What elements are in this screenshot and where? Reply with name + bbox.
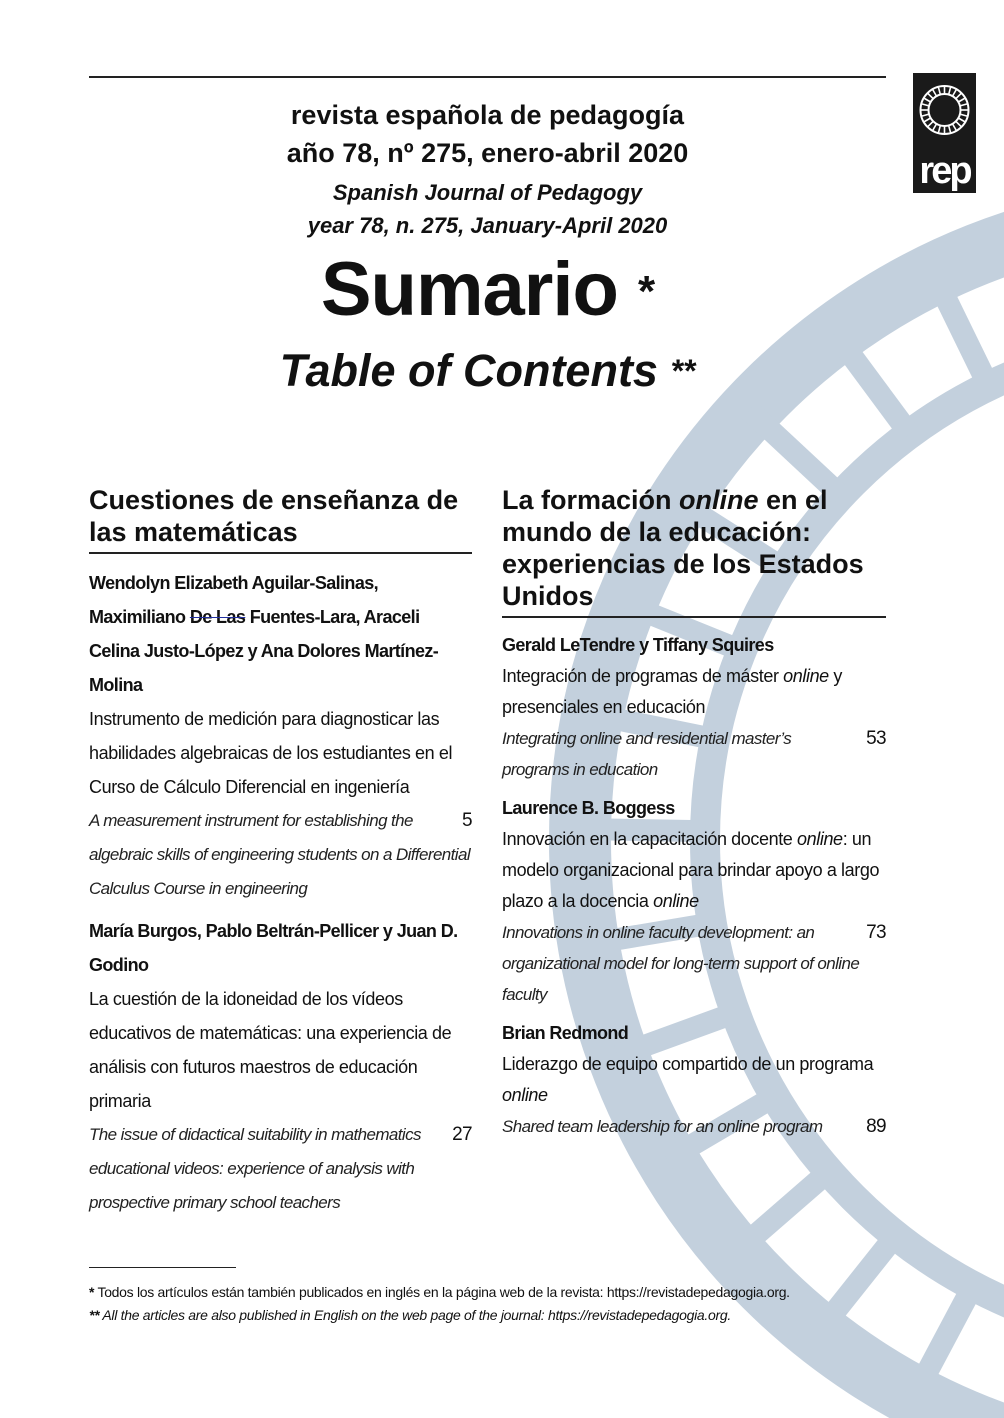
top-rule — [89, 76, 886, 78]
logo-spoke — [953, 124, 957, 131]
logo-spoke — [953, 89, 957, 96]
entry-page: 73 — [866, 922, 886, 943]
entry-authors: Gerald LeTendre y Tiffany Squires — [502, 635, 774, 655]
logo-spoke — [956, 121, 962, 127]
entry-title-es: Liderazgo de equipo compartido de un programa online — [502, 1054, 874, 1105]
entry-title-es: Innovación en la capacitación docente online: un modelo organizacional para brindar apoyo a largo plazo a la docencia online — [502, 829, 880, 911]
entry-page: 89 — [866, 1116, 886, 1137]
entry-title-es: La cuestión de la idoneidad de los vídeos educativos de matemáticas: una experiencia de análisis con futuros maestros de educación primaria — [89, 989, 452, 1111]
left-section — [89, 484, 472, 1228]
entry-authors: Laurence B. Boggess — [502, 798, 675, 818]
footnote-2: ** All the articles are also published in English on the web page of the journal: https://revistadepedagogia.org. — [89, 1307, 731, 1323]
entry-authors: Brian Redmond — [502, 1023, 629, 1043]
journal-logo — [913, 73, 976, 193]
logo-spoke — [921, 104, 929, 106]
entry-title-es: Instrumento de medición para diagnosticar las habilidades algebraicas de los estudiantes en el Curso de Cálculo Diferencial en ingeniería — [89, 709, 453, 797]
entry-title-en: 89 Shared team leadership for an online program — [502, 1111, 886, 1142]
toc-entry[interactable] — [502, 1018, 886, 1142]
logo-spoke — [960, 114, 968, 116]
logo-spoke — [924, 98, 931, 102]
toc-entry[interactable] — [502, 793, 886, 1010]
logo-text: rep — [919, 150, 970, 192]
footnote-rule — [89, 1267, 236, 1268]
journal-name-en: Spanish Journal of Pedagogy year 78, n. 275, January-April 2020 — [89, 176, 886, 242]
entry-authors: Wendolyn Elizabeth Aguilar-Salinas, Maximiliano De Las Fuentes-Lara, Araceli Celina Justo-López y Ana Dolores Martínez-Molina — [89, 573, 439, 695]
entry-title-en: 5 A measurement instrument for establishing the algebraic skills of engineering students on a Differential Calculus Course in engineering — [89, 804, 472, 906]
struck-text: De Las — [189, 607, 246, 627]
issue-en: year 78, n. 275, January-April 2020 — [307, 213, 668, 238]
toc-entry[interactable] — [89, 566, 472, 906]
logo-spoke — [938, 125, 940, 133]
entry-page: 5 — [462, 810, 472, 831]
logo-spoke — [960, 104, 968, 106]
page-title: Sumario * — [320, 247, 655, 332]
subtitle-footnote-mark: ** — [670, 353, 696, 389]
toc-entry[interactable] — [502, 630, 886, 785]
page-subtitle: Table of Contents ** — [279, 345, 696, 396]
entry-title-en: 53 Integrating online and residential master’s programs in education — [502, 723, 886, 785]
wheel-spoke — [749, 410, 840, 495]
entry-title-es: Integración de programas de máster online y presenciales en educación — [502, 666, 843, 717]
logo-spoke — [928, 121, 934, 127]
entry-page: 53 — [866, 728, 886, 749]
issue-es: año 78, nº 275, enero-abril 2020 — [286, 138, 689, 168]
logo-spoke — [938, 87, 940, 95]
logo-spoke — [958, 118, 965, 122]
logo-spoke — [921, 114, 929, 116]
logo-spoke — [933, 124, 937, 131]
entry-page: 27 — [452, 1124, 472, 1145]
section-title: La formación online en el mundo de la educación: experiencias de los Estados Unidos — [502, 484, 886, 618]
entry-authors: María Burgos, Pablo Beltrán-Pellicer y Juan D. Godino — [89, 921, 458, 975]
logo-spoke — [949, 125, 951, 133]
rep-wheel-icon — [913, 73, 976, 148]
logo-spoke — [958, 98, 965, 102]
title-footnote-mark: * — [638, 267, 655, 316]
section-title: Cuestiones de enseñanza de las matemáticas — [89, 484, 472, 554]
entry-title-en: 27 The issue of didactical suitability in mathematics educational videos: experience of analysis with prospective primary school teachers — [89, 1118, 472, 1220]
logo-spoke — [956, 93, 962, 99]
entry-title-en: 73 Innovations in online faculty development: an organizational model for long-term support of online faculty — [502, 917, 886, 1010]
right-section — [502, 484, 886, 1150]
logo-spoke — [949, 87, 951, 95]
logo-spoke — [928, 93, 934, 99]
toc-entry[interactable] — [89, 914, 472, 1220]
logo-spoke — [924, 118, 931, 122]
wheel-spoke — [735, 1171, 829, 1253]
logo-spoke — [933, 89, 937, 96]
footnote-1: * Todos los artículos están también publicados en inglés en la página web de la revista: https://revistadepedagogia.org. — [89, 1284, 790, 1300]
journal-name-es: revista española de pedagogía año 78, nº 275, enero-abril 2020 — [89, 96, 886, 172]
